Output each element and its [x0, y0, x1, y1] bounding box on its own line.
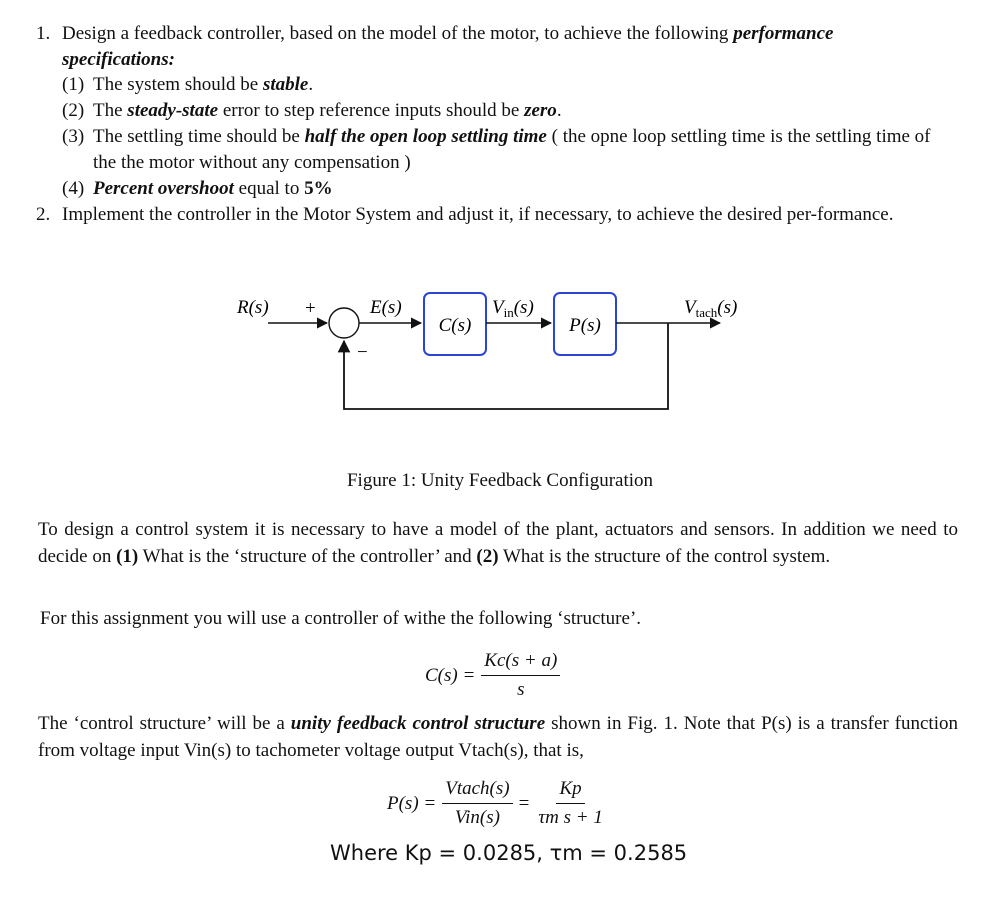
spec-1-emph: stable: [262, 74, 309, 95]
summing-junction: [329, 308, 359, 338]
vin-label: [492, 297, 534, 320]
spec-2-emph: steady-state: [127, 100, 219, 121]
spec-3-label: (3): [62, 126, 85, 147]
controller-numerator: Kc(s + a): [481, 648, 560, 676]
plus-sign: +: [305, 298, 316, 319]
plant-fraction-2: [535, 776, 606, 831]
intro-mid: What is the ‘structure of the controller’ and: [138, 546, 477, 567]
spec-3-text: [93, 124, 943, 176]
cs-pre: The ‘control structure’ will be a: [38, 713, 291, 734]
list-item-2-number: 2.: [36, 204, 51, 225]
figure-caption: Figure 1: Unity Feedback Configuration: [346, 470, 654, 491]
cs-emph: unity feedback control structure: [290, 713, 546, 734]
minus-sign: −: [357, 342, 368, 363]
spec-1-pre: The system should be: [93, 74, 263, 95]
list-item-1-text: [62, 21, 942, 73]
controller-fraction: [481, 648, 560, 703]
list-item-2-text: Implement the controller in the Motor System and adjust it, if necessary, to achieve the desired per-formance.: [62, 204, 894, 225]
structure-line: For this assignment you will use a controller of withe the following ‘structure’.: [40, 608, 642, 629]
spec-4-bold: 5%: [304, 178, 333, 199]
intro-b1: (1): [116, 546, 139, 567]
spec-3-post: ( the opne loop settling time is the settling time of the the motor without any compensation ): [93, 126, 931, 173]
spec-1-label: (1): [62, 74, 85, 95]
parameters-line: Where Kp = 0.0285, τm = 0.2585: [330, 841, 688, 865]
vtach-label: [684, 297, 737, 320]
item1-pre: Design a feedback controller, based on the model of the motor, to achieve the following: [62, 23, 734, 44]
vin-arg: (s): [513, 297, 534, 318]
vtach-arg: (s): [717, 297, 738, 318]
plant-eq-lhs: P(s) =: [387, 792, 437, 814]
controller-eq-lhs: C(s) =: [425, 664, 476, 686]
controller-denominator: s: [517, 679, 525, 700]
spec-1-post: .: [308, 74, 314, 95]
plant-frac2-den: τm s + 1: [538, 807, 603, 828]
spec-4-label: (4): [62, 178, 85, 199]
plant-frac1-num: Vtach(s): [442, 776, 512, 804]
vin-main: V: [492, 297, 504, 318]
plant-frac1-den: Vin(s): [454, 807, 500, 828]
spec-4-text: [93, 176, 333, 202]
spec-2-post2: .: [556, 100, 562, 121]
vtach-main: V: [684, 297, 696, 318]
spec-2-pre: The: [93, 100, 128, 121]
cs-post: shown in Fig. 1. Note that P(s) is a transfer function from voltage input Vin(s) to tachometer voltage output Vtach(s), that is,: [38, 713, 958, 761]
error-label: E(s): [370, 297, 402, 318]
list-item-1-number: 1.: [36, 23, 51, 44]
intro-post: What is the structure of the control system.: [498, 546, 831, 567]
spec-4-emph: Percent overshoot: [93, 178, 234, 199]
vtach-sub: tach: [695, 305, 718, 320]
plant-eq-equals: =: [518, 792, 530, 814]
plant-label: P(s): [569, 315, 601, 336]
spec-3-pre: The settling time should be: [93, 126, 305, 147]
spec-2-post: error to step reference inputs should be: [218, 100, 525, 121]
intro-b2: (2): [476, 546, 499, 567]
spec-3-emph: half the open loop settling time: [304, 126, 547, 147]
reference-label: R(s): [237, 297, 269, 318]
intro-paragraph: [38, 516, 958, 570]
spec-1-text: [93, 72, 313, 98]
controller-equation: [425, 648, 560, 703]
intro-pre: To design a control system it is necessary to have a model of the plant, actuators and sensors. In addition we need to decide on: [38, 519, 958, 567]
vin-sub: in: [503, 305, 514, 320]
control-structure-paragraph: [38, 710, 958, 764]
item1-emph: performance specifications:: [62, 23, 834, 70]
plant-equation: [387, 776, 606, 831]
spec-4-post: equal to: [233, 178, 305, 199]
feedback-line: [344, 323, 668, 409]
plant-frac2-num: Kp: [556, 776, 584, 804]
plant-fraction-1: [442, 776, 512, 831]
controller-label: C(s): [438, 315, 472, 336]
spec-2-text: [93, 98, 562, 124]
spec-2-emph2: zero: [524, 100, 557, 121]
block-diagram: [0, 280, 1000, 420]
spec-2-label: (2): [62, 100, 85, 121]
